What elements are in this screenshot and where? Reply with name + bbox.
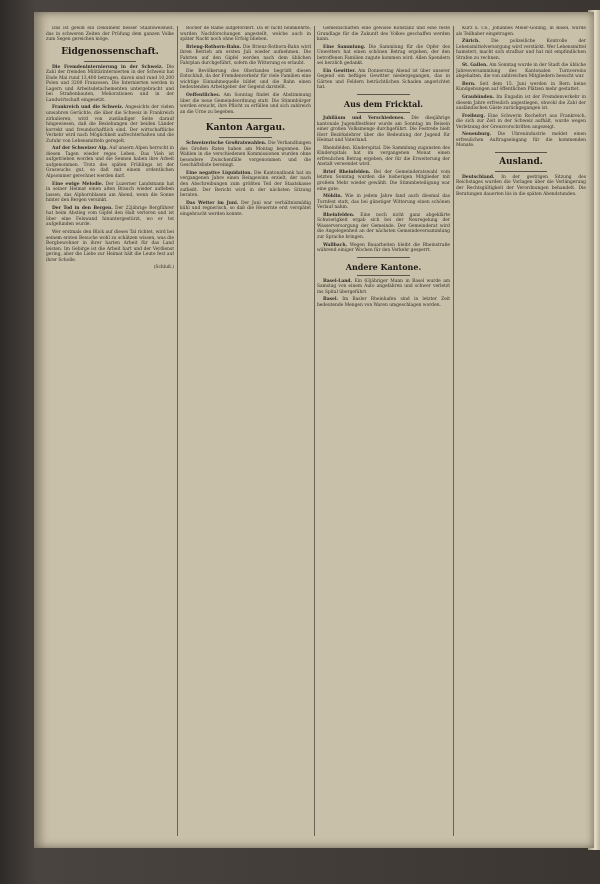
article-text: Wegen Bauarbeiten bleibt die Rheinstraße während einiger Wochen für den Verkehr gesperrt. — [317, 242, 450, 254]
column-rule — [453, 26, 454, 836]
article — [456, 114, 586, 131]
lead-paragraph: Gemeinschaften eine gewisse Konstanz und eine feste Grundlage für die Zukunft des Volkes geschaffen werden kann. — [317, 26, 450, 43]
column-4 — [456, 26, 586, 838]
article — [46, 146, 174, 179]
section-heading: Aus dem Fricktal. — [343, 99, 424, 110]
article-text: Seit dem 15. Juni werden in Bern keine Kundgebungen auf öffentlichen Plätzen mehr gestattet. — [456, 81, 586, 93]
article-title: Bern. — [462, 81, 476, 87]
divider — [357, 94, 410, 95]
article-text: Die Zahl der fremden Militärinternierten in der Schweiz hat Ende Mai rund 13,400 betragen, davon sind rund 10,200 Polen und 3200 Franzosen. Die Internierten werden in Lagern und Arbeitsdetachementen untergebracht und bei Straßenbauten, Meliorationen und in der Landwirtschaft eingesetzt. — [46, 64, 174, 103]
article-text: Rheinfelden. Kinderspital. Die Sammlung zugunsten des Kinderspitals hat im vergangenen Monat einen erfreulichen Betrag ergeben, der für die Erweiterung der Anstalt verwendet wird. — [317, 145, 450, 168]
article-title: Eine ewige Melodie. — [52, 181, 104, 187]
article-title: Ein Gewitter. — [323, 68, 356, 74]
article-text: Wer erstmals den Blick auf dieses Tal richtet, wird bei seinem ersten Besuche wohl zu schätzen wissen, was die Bergbewohner in ihrer harten Arbeit für das Land leisten. Im Gebirge ist die Arbeit hart und der Verdienst gering, aber die Liebe zur Heimat hält die Leute fest auf ihrer Scholle. — [46, 229, 174, 263]
article-text: Die diesjährige kantonale Jugendfestfeier wurde am Sonntag im Beisein einer großen Volksmenge durchgeführt. Die Festrede hielt Herr Bezirkslehrer über die Bedeutung der Jugend für Heimat und Vaterland. — [317, 116, 450, 144]
article-text: Am Sonntag findet die Abstimmung über die neue Gemeindeordnung statt. Die Stimmbürger werden ersucht, ihre Pflicht zu erfüllen und sich zahlreich an die Urne zu begeben. — [180, 93, 311, 115]
article — [456, 82, 586, 93]
section-heading: Eidgenossenschaft. — [61, 46, 159, 57]
article — [317, 194, 450, 211]
article — [317, 116, 450, 144]
article-text: Auf unsern Alpen herrscht in diesen Tagen wieder reges Leben. Das Vieh ist aufgetrieben worden und die Sennen haben ihre Arbeit aufgenommen. Trotz des späten Frühlings ist der Graswuchs gut, so daß mit einem ordentlichen Alpsommer gerechnet werden darf. — [46, 146, 174, 180]
article-text: Eine Schwerin Rochefort aus Frankreich, die sich zur Zeit in der Schweiz aufhält, wurde wegen Verletzung der Grenzvorschriften angezeigt. — [456, 113, 586, 130]
lead-paragraph: Das ist gewiß ein Dokument besser Staatsweisheit, das in schweren Zeiten der Prüfung dem ganzen Volke zum Segen gereichen möge. — [46, 26, 174, 43]
column-1 — [46, 26, 174, 838]
article-text: In der gestrigen Sitzung des Reichstages wurden die Vorlagen über die Verlängerung der Rechtsgültigkeit der Verordnungen behandelt. Die Beratungen dauerten bis in die späten Abendstunden. — [456, 174, 586, 197]
article — [46, 65, 174, 104]
article-title: Schweizerische Großratswahlen. — [186, 141, 267, 147]
column-rule — [177, 26, 178, 836]
divider — [495, 152, 547, 153]
article-title: Freiburg. — [462, 113, 485, 119]
divider — [357, 112, 410, 113]
article-title: Frankreich und die Schweiz. — [52, 105, 124, 111]
article — [317, 243, 450, 254]
article — [46, 206, 174, 228]
section-heading: Kanton Aargau. — [205, 123, 286, 134]
article-title: Brief Rheinfelden. — [323, 169, 371, 175]
article — [180, 171, 311, 199]
divider — [357, 275, 410, 276]
article — [456, 39, 586, 61]
article-title: Zürich. — [462, 39, 480, 45]
article-text: Der Luzerner Landsmann hat in seiner Heimat einen alten Brauch wieder aufleben lassen, das Alphornblasen am Abend, wenn die Sonne hinter den Bergen versinkt. — [46, 181, 174, 204]
column-rule — [314, 26, 315, 836]
article — [180, 45, 311, 67]
article — [317, 279, 450, 296]
section-heading: Ausland. — [499, 156, 543, 167]
newspaper-page — [34, 12, 594, 848]
article — [456, 132, 586, 149]
article-text: Ein 63jähriger Mann in Basel wurde am Samstag von einem Auto angefahren und schwer verletzt ins Spital übergeführt. — [317, 278, 450, 295]
lead-paragraph: Kurz u. Co., Johannes Meier-Golling, in Basel, wurde als Teilhaber eingetragen. — [456, 26, 586, 37]
article-text: Der Juni war verhältnismäßig kühl und regnerisch, so daß die Heuernte erst verspätet eingebracht werden konnte. — [180, 200, 311, 217]
article-title: Rheinfelden. — [323, 212, 355, 218]
divider — [357, 257, 410, 258]
article-title: Oeffentliches. — [186, 93, 221, 99]
article-title: Graubünden. — [462, 95, 495, 101]
article — [46, 182, 174, 204]
article — [456, 63, 586, 80]
article-text: Die Bevölkerung des Oberlandes begrüßt diesen Entschluß, da der Fremdenverkehr für viele Familien eine wichtige Einnahmequelle bildet und die Bahn einen bedeutenden Arbeitgeber der Gegend darstellt. — [180, 68, 311, 91]
article-text: Die polizeiliche Kontrolle der Lebensmittelversorgung wird verstärkt. Wer Lebensmittel hamstert, macht sich strafbar und hat mit empfindlichen Strafen zu rechnen. — [456, 39, 586, 61]
article-text: Bei der Gemeinderatswahl vom letzten Sonntag wurden die bisherigen Mitglieder mit großem Mehr wieder gewählt. Die Stimmbeteiligung war eine gute. — [317, 169, 450, 192]
article-title: Eine Sammlung. — [323, 44, 366, 50]
column-3 — [317, 26, 450, 838]
article-title: Möhlin. — [323, 194, 343, 200]
article-text: Am Donnerstag Abend ist über unserer Gegend ein heftiges Gewitter niedergegangen, das in Gärten und Feldern beträchtlichen Schaden angerichtet hat. — [317, 68, 450, 91]
article-title: Auf der Schweizer Alp. — [52, 146, 108, 152]
article-title: Basel. — [323, 297, 339, 303]
divider — [219, 137, 271, 138]
article-text: Die Uhrenindustrie meldet einen erfreulichen Auftragseingang für die kommenden Monate. — [456, 132, 586, 149]
article-text: Die Kantonalbank hat im vergangenen Jahre einen Reingewinn erzielt, der nach den Abschreibungen zum größten Teil der Staatskasse zufließt. Der Bericht wird in der nächsten Sitzung beraten. — [180, 170, 311, 199]
article-title: Die Fremdeninternierung in der Schweiz. — [52, 64, 163, 70]
article — [180, 69, 311, 91]
article — [317, 213, 450, 241]
divider — [84, 61, 135, 62]
article-title: Wallbach. — [323, 242, 348, 248]
divider — [495, 171, 547, 172]
article-text: Die Verhandlungen des Großen Rates haben am Montag begonnen. Die Wahlen in die verschiedenen Kommissionen wurden ohne besondere Zwischenfälle vorgenommen und die Geschäftsliste bereinigt. — [180, 141, 311, 169]
signature: (Schluß.) — [153, 265, 174, 271]
article-title: Neuenburg. — [462, 132, 492, 138]
article-title: Deutschland. — [462, 174, 495, 180]
article-title: St. Gallen. — [462, 63, 488, 69]
article-text: Im Engadin ist der Fremdenverkehr in diesem Jahre erfreulich angestiegen, obwohl die Zahl der ausländischen Gäste zurückgegangen ist. — [456, 95, 586, 112]
lead-paragraph: Rocher de Rame aufgefordert. Da er nicht heimkehrte, wurden Nachforschungen angestellt, welche auch in später Nacht noch ohne Erfolg blieben. — [180, 26, 311, 43]
article — [317, 170, 450, 192]
article-title: Der Tod in den Bergen. — [52, 205, 113, 211]
article-text: Angesichts der vielen unwahren Gerüchte, die über die Schweiz in Frankreich zirkulieren, wird von zuständiger Seite darauf hingewiesen, daß die Beziehungen der beiden Länder korrekt und freundschaftlich sind. Der wirtschaftliche Verkehr wird nach Möglichkeit aufrechterhalten und die Zufuhr von Lebensmitteln geregelt. — [46, 105, 174, 144]
article-title: Basel-Land. — [323, 278, 353, 284]
article — [180, 141, 311, 169]
divider — [219, 118, 271, 119]
article — [317, 297, 450, 308]
article-title: Eine negative Liquidation. — [186, 170, 253, 176]
article-text: Im Basler Rheinhafen sind in letzter Zeit bedeutende Mengen von Waren umgeschlagen worden. — [317, 297, 450, 308]
article-title: Brieng-Rothorn-Bahn. — [186, 44, 242, 50]
article — [180, 201, 311, 218]
article-text: Eine noch nicht ganz abgeklärte Schwierigkeit ergab sich bei der Neuregelung der Wasserversorgung der Gemeinde. Der Gemeinderat wird die Angelegenheit an der nächsten Gemeindeversammlung zur Sprache bringen. — [317, 212, 450, 240]
article — [317, 146, 450, 168]
article — [180, 93, 311, 115]
article-text: Der 22jährige Bergführer hat beim Abstieg vom Gipfel den Halt verloren und ist über eine Felswand hinuntergestürzt, wo er tot aufgefunden wurde. — [46, 205, 174, 228]
article-title: Jubiläum und Verschiedenes. — [323, 116, 405, 122]
article — [46, 230, 174, 263]
article — [456, 175, 586, 197]
article — [46, 105, 174, 144]
article — [317, 69, 450, 91]
article-title: Das Wetter im Juni. — [186, 200, 239, 206]
article — [317, 45, 450, 67]
article-text: Am Sonntag wurde in der Stadt die übliche Jahresversammlung des Kantonalen Turnvereins abgehalten, die von zahlreichen Mitgliedern besucht war. — [456, 63, 586, 80]
article-text: Die Brienz-Rothorn-Bahn wird ihren Betrieb am ersten Juli wieder aufnehmen. Die Fahrten auf den Gipfel werden nach dem üblichen Fahrplan durchgeführt, sofern die Witterung es erlaubt. — [180, 44, 311, 67]
section-heading: Andere Kantone. — [345, 261, 422, 272]
article-text: Wie in jedem Jahre fand auch diesmal das Turnfest statt, das bei günstiger Witterung einen schönen Verlauf nahm. — [317, 194, 450, 211]
column-2 — [180, 26, 311, 838]
article — [456, 95, 586, 112]
article-text: Die Sammlung für die Opfer des Unwetters hat einen schönen Betrag ergeben, der den betroffenen Familien zugute kommen wird. Allen Spendern sei herzlich gedankt. — [317, 44, 450, 67]
